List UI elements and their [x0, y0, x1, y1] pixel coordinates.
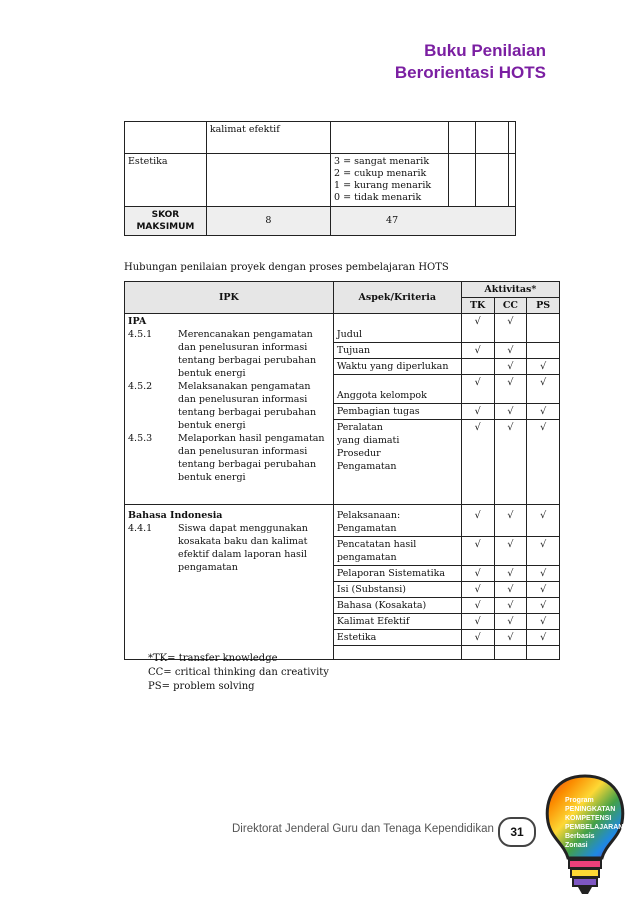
check-mark: √ [494, 630, 527, 646]
legend-notes: *TK= transfer knowledge CC= critical thinking dan creativity PS= problem solving [148, 653, 329, 692]
ipk-item: 4.4.1 Siswa dapat menggunakan kosakata baku dan kalimat efektif dalam laporan hasil pengamatan [128, 523, 308, 573]
check-mark: √ [527, 359, 560, 375]
check-mark: √ [494, 582, 527, 598]
check-mark: √ [527, 375, 560, 404]
table-row [125, 207, 516, 236]
check-mark: √ [494, 566, 527, 582]
ipk-cell-bahasa-indonesia: Bahasa Indonesia 4.4.1 Siswa dapat menggunakan kosakata baku dan kalimat efektif dalam laporan hasil pengamatan [125, 505, 334, 660]
check-mark: √ [461, 614, 494, 630]
check-mark: √ [494, 359, 527, 375]
check-mark: √ [494, 537, 527, 566]
check-mark: √ [461, 343, 494, 359]
aspect-cell: Waktu yang diperlukan [333, 359, 461, 375]
check-mark: √ [494, 505, 527, 537]
page-number: 31 [498, 817, 536, 847]
aspect-cell: Anggota kelompok [333, 375, 461, 404]
check-mark: √ [461, 505, 494, 537]
check-mark: √ [461, 420, 494, 505]
check-mark: √ [494, 375, 527, 404]
column-header: PS [527, 298, 560, 314]
check-mark: √ [461, 630, 494, 646]
aspect-cell: Pelaporan Sistematika [333, 566, 461, 582]
table-row [125, 505, 560, 537]
book-title [395, 40, 546, 84]
check-mark [527, 314, 560, 343]
program-logo-text: Program PENINGKATAN KOMPETENSI PEMBELAJARAN Berbasis Zonasi [565, 797, 624, 849]
check-mark: √ [527, 505, 560, 537]
column-header: CC [494, 298, 527, 314]
column-header: Aspek/Kriteria [333, 282, 461, 314]
check-mark: √ [494, 598, 527, 614]
table-cell: Estetika [125, 154, 207, 207]
table-row [125, 154, 516, 207]
check-mark: √ [527, 537, 560, 566]
check-mark: √ [494, 314, 527, 343]
ipk-item: 4.5.2 Melaksanakan pengamatan dan penelusuran informasi tentang berbagai perubahan bentuk energi [128, 381, 317, 431]
column-header: TK [461, 298, 494, 314]
table-row [125, 314, 560, 343]
aspect-cell: Estetika [333, 630, 461, 646]
check-mark: √ [527, 582, 560, 598]
aspect-cell: Kalimat Efektif [333, 614, 461, 630]
check-mark: √ [461, 375, 494, 404]
check-mark: √ [527, 404, 560, 420]
check-mark: √ [461, 314, 494, 343]
check-mark: √ [527, 420, 560, 505]
check-mark: √ [494, 343, 527, 359]
check-mark: √ [494, 614, 527, 630]
ipk-item: 4.5.1 Merencanakan pengamatan dan penelusuran informasi tentang berbagai perubahan bentuk energi [128, 329, 317, 379]
aspect-cell: Isi (Substansi) [333, 582, 461, 598]
table-cell: kalimat efektif [206, 122, 330, 154]
check-mark: √ [494, 420, 527, 505]
footer-text: Direktorat Jenderal Guru dan Tenaga Kependidikan [232, 823, 494, 835]
check-mark: √ [461, 598, 494, 614]
hots-relation-table [124, 281, 560, 660]
rubric-cell: 3 = sangat menarik 2 = cukup menarik 1 = kurang menarik 0 = tidak menarik [331, 154, 449, 207]
book-title-line2: Berorientasi HOTS [394, 63, 546, 82]
check-mark: √ [527, 630, 560, 646]
aspect-cell: Pencatatan hasil pengamatan [333, 537, 461, 566]
aspect-cell: Peralatan yang diamati Prosedur Pengamatan [333, 420, 461, 505]
check-mark: √ [527, 614, 560, 630]
check-mark [527, 343, 560, 359]
table-cell: 8 [206, 207, 330, 236]
table-cell: 47 [331, 207, 516, 236]
check-mark: √ [527, 598, 560, 614]
check-mark [461, 359, 494, 375]
aspect-cell: Tujuan [333, 343, 461, 359]
check-mark: √ [461, 566, 494, 582]
aspect-cell: Judul [333, 314, 461, 343]
section-intro: Hubungan penilaian proyek dengan proses pembelajaran HOTS [124, 262, 449, 273]
check-mark: √ [527, 566, 560, 582]
check-mark: √ [494, 404, 527, 420]
aspect-cell: Pembagian tugas [333, 404, 461, 420]
ipk-cell-ipa: IPA 4.5.1 Merencanakan pengamatan dan penelusuran informasi tentang berbagai perubahan bentuk energi 4.5.2 Melaksanakan pengamatan dan penelusuran informasi tentang berbagai perubahan bentuk energi 4.5.3 Melaporkan hasil pengamatan dan penelusuran informasi tentang berbagai perubahan bentuk energi [125, 314, 334, 505]
skor-maksimum-label: SKOR MAKSIMUM [125, 207, 207, 236]
check-mark: √ [461, 537, 494, 566]
ipk-item: 4.5.3 Melaporkan hasil pengamatan dan penelusuran informasi tentang berbagai perubahan bentuk energi [128, 433, 325, 483]
check-mark: √ [461, 582, 494, 598]
aspect-cell: Pelaksanaan: Pengamatan [333, 505, 461, 537]
table-row [125, 122, 516, 154]
continued-rubric-table [124, 121, 516, 236]
table-header-row [125, 282, 560, 298]
column-header: IPK [125, 282, 334, 314]
aspect-cell: Bahasa (Kosakata) [333, 598, 461, 614]
book-title-line1: Buku Penilaian [424, 41, 546, 60]
check-mark: √ [461, 404, 494, 420]
column-header: Aktivitas* [461, 282, 559, 298]
